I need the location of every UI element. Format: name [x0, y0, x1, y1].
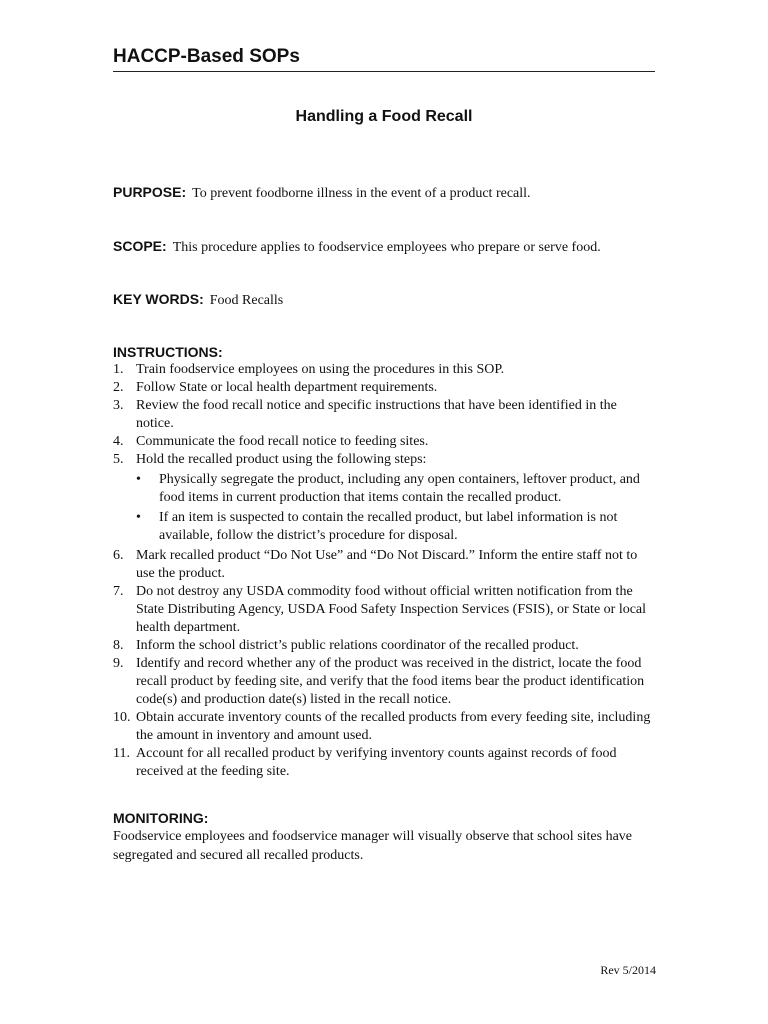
monitoring-heading: MONITORING:: [113, 810, 209, 826]
instruction-step: [113, 451, 658, 545]
step-number: 7.: [113, 584, 124, 599]
scope-section: [113, 238, 601, 256]
keywords-text: Food Recalls: [209, 293, 284, 308]
step-number: 8.: [113, 638, 124, 653]
step-number: 2.: [113, 380, 124, 395]
step-number: 11.: [113, 746, 130, 761]
page-title: Handling a Food Recall: [295, 108, 473, 125]
step-text: Do not destroy any USDA commodity food without official written notification from the State Distributing Agency, USDA Food Safety Inspection Services (FSIS), or State or local health department.: [136, 584, 647, 635]
instructions-heading: INSTRUCTIONS:: [113, 344, 223, 360]
purpose-label: PURPOSE:: [113, 184, 187, 200]
step-text: Review the food recall notice and specific instructions that have been identified in the notice.: [136, 398, 617, 431]
step-text: Obtain accurate inventory counts of the recalled products from every feeding site, including the amount in inventory and amount used.: [136, 710, 651, 743]
step-text: Mark recalled product “Do Not Use” and “Do Not Discard.” Inform the entire staff not to use the product.: [136, 548, 638, 581]
instruction-step: [113, 583, 658, 637]
scope-label: SCOPE:: [113, 238, 167, 254]
step-number: 4.: [113, 434, 124, 449]
step-text: Hold the recalled product using the following steps:: [136, 452, 427, 467]
instruction-step: [113, 655, 658, 709]
step-number: 9.: [113, 656, 124, 671]
step-text: Follow State or local health department requirements.: [136, 380, 438, 395]
instruction-step: [113, 637, 658, 655]
step-text: Train foodservice employees on using the procedures in this SOP.: [136, 362, 505, 377]
instruction-step: [113, 397, 658, 433]
step-number: 5.: [113, 452, 124, 467]
step-text: Identify and record whether any of the product was received in the district, locate the food recall product by feeding site, and verify that the food items bear the product identification code(s) and production date(s) listed in the recall notice.: [136, 656, 645, 707]
header-title: HACCP-Based SOPs: [113, 46, 300, 67]
step-text: Inform the school district’s public relations coordinator of the recalled product.: [136, 638, 579, 653]
header-divider: [113, 71, 655, 72]
instruction-step: [113, 709, 658, 745]
sub-step-list: [136, 471, 658, 545]
sub-step-text: Physically segregate the product, including any open containers, leftover product, and food items in current production that items contain the recalled product.: [159, 472, 640, 505]
keywords-section: [113, 291, 283, 309]
instruction-step: [113, 361, 658, 379]
instruction-step: [113, 379, 658, 397]
instruction-step: [113, 745, 658, 781]
step-text: Account for all recalled product by verifying inventory counts against records of food received at the feeding site.: [136, 746, 617, 779]
step-number: 3.: [113, 398, 124, 413]
instruction-step: [113, 433, 658, 451]
step-number: 6.: [113, 548, 124, 563]
revision-date: Rev 5/2014: [600, 963, 656, 977]
bullet-icon: •: [136, 472, 141, 487]
keywords-label: KEY WORDS:: [113, 291, 204, 307]
step-text: Communicate the food recall notice to feeding sites.: [136, 434, 429, 449]
purpose-text: To prevent foodborne illness in the event of a product recall.: [192, 186, 531, 201]
sub-step: [136, 509, 658, 545]
step-number: 1.: [113, 362, 124, 377]
purpose-section: [113, 184, 531, 202]
bullet-icon: •: [136, 510, 141, 525]
monitoring-text: Foodservice employees and foodservice manager will visually observe that school sites have segregated and secured all recalled products.: [113, 829, 633, 863]
step-number: 10.: [113, 710, 131, 725]
sub-step: [136, 471, 658, 507]
instruction-step: [113, 547, 658, 583]
sub-step-text: If an item is suspected to contain the recalled product, but label information is not available, follow the district’s procedure for disposal.: [159, 510, 618, 543]
instructions-list: [113, 361, 658, 781]
scope-text: This procedure applies to foodservice employees who prepare or serve food.: [172, 240, 601, 255]
